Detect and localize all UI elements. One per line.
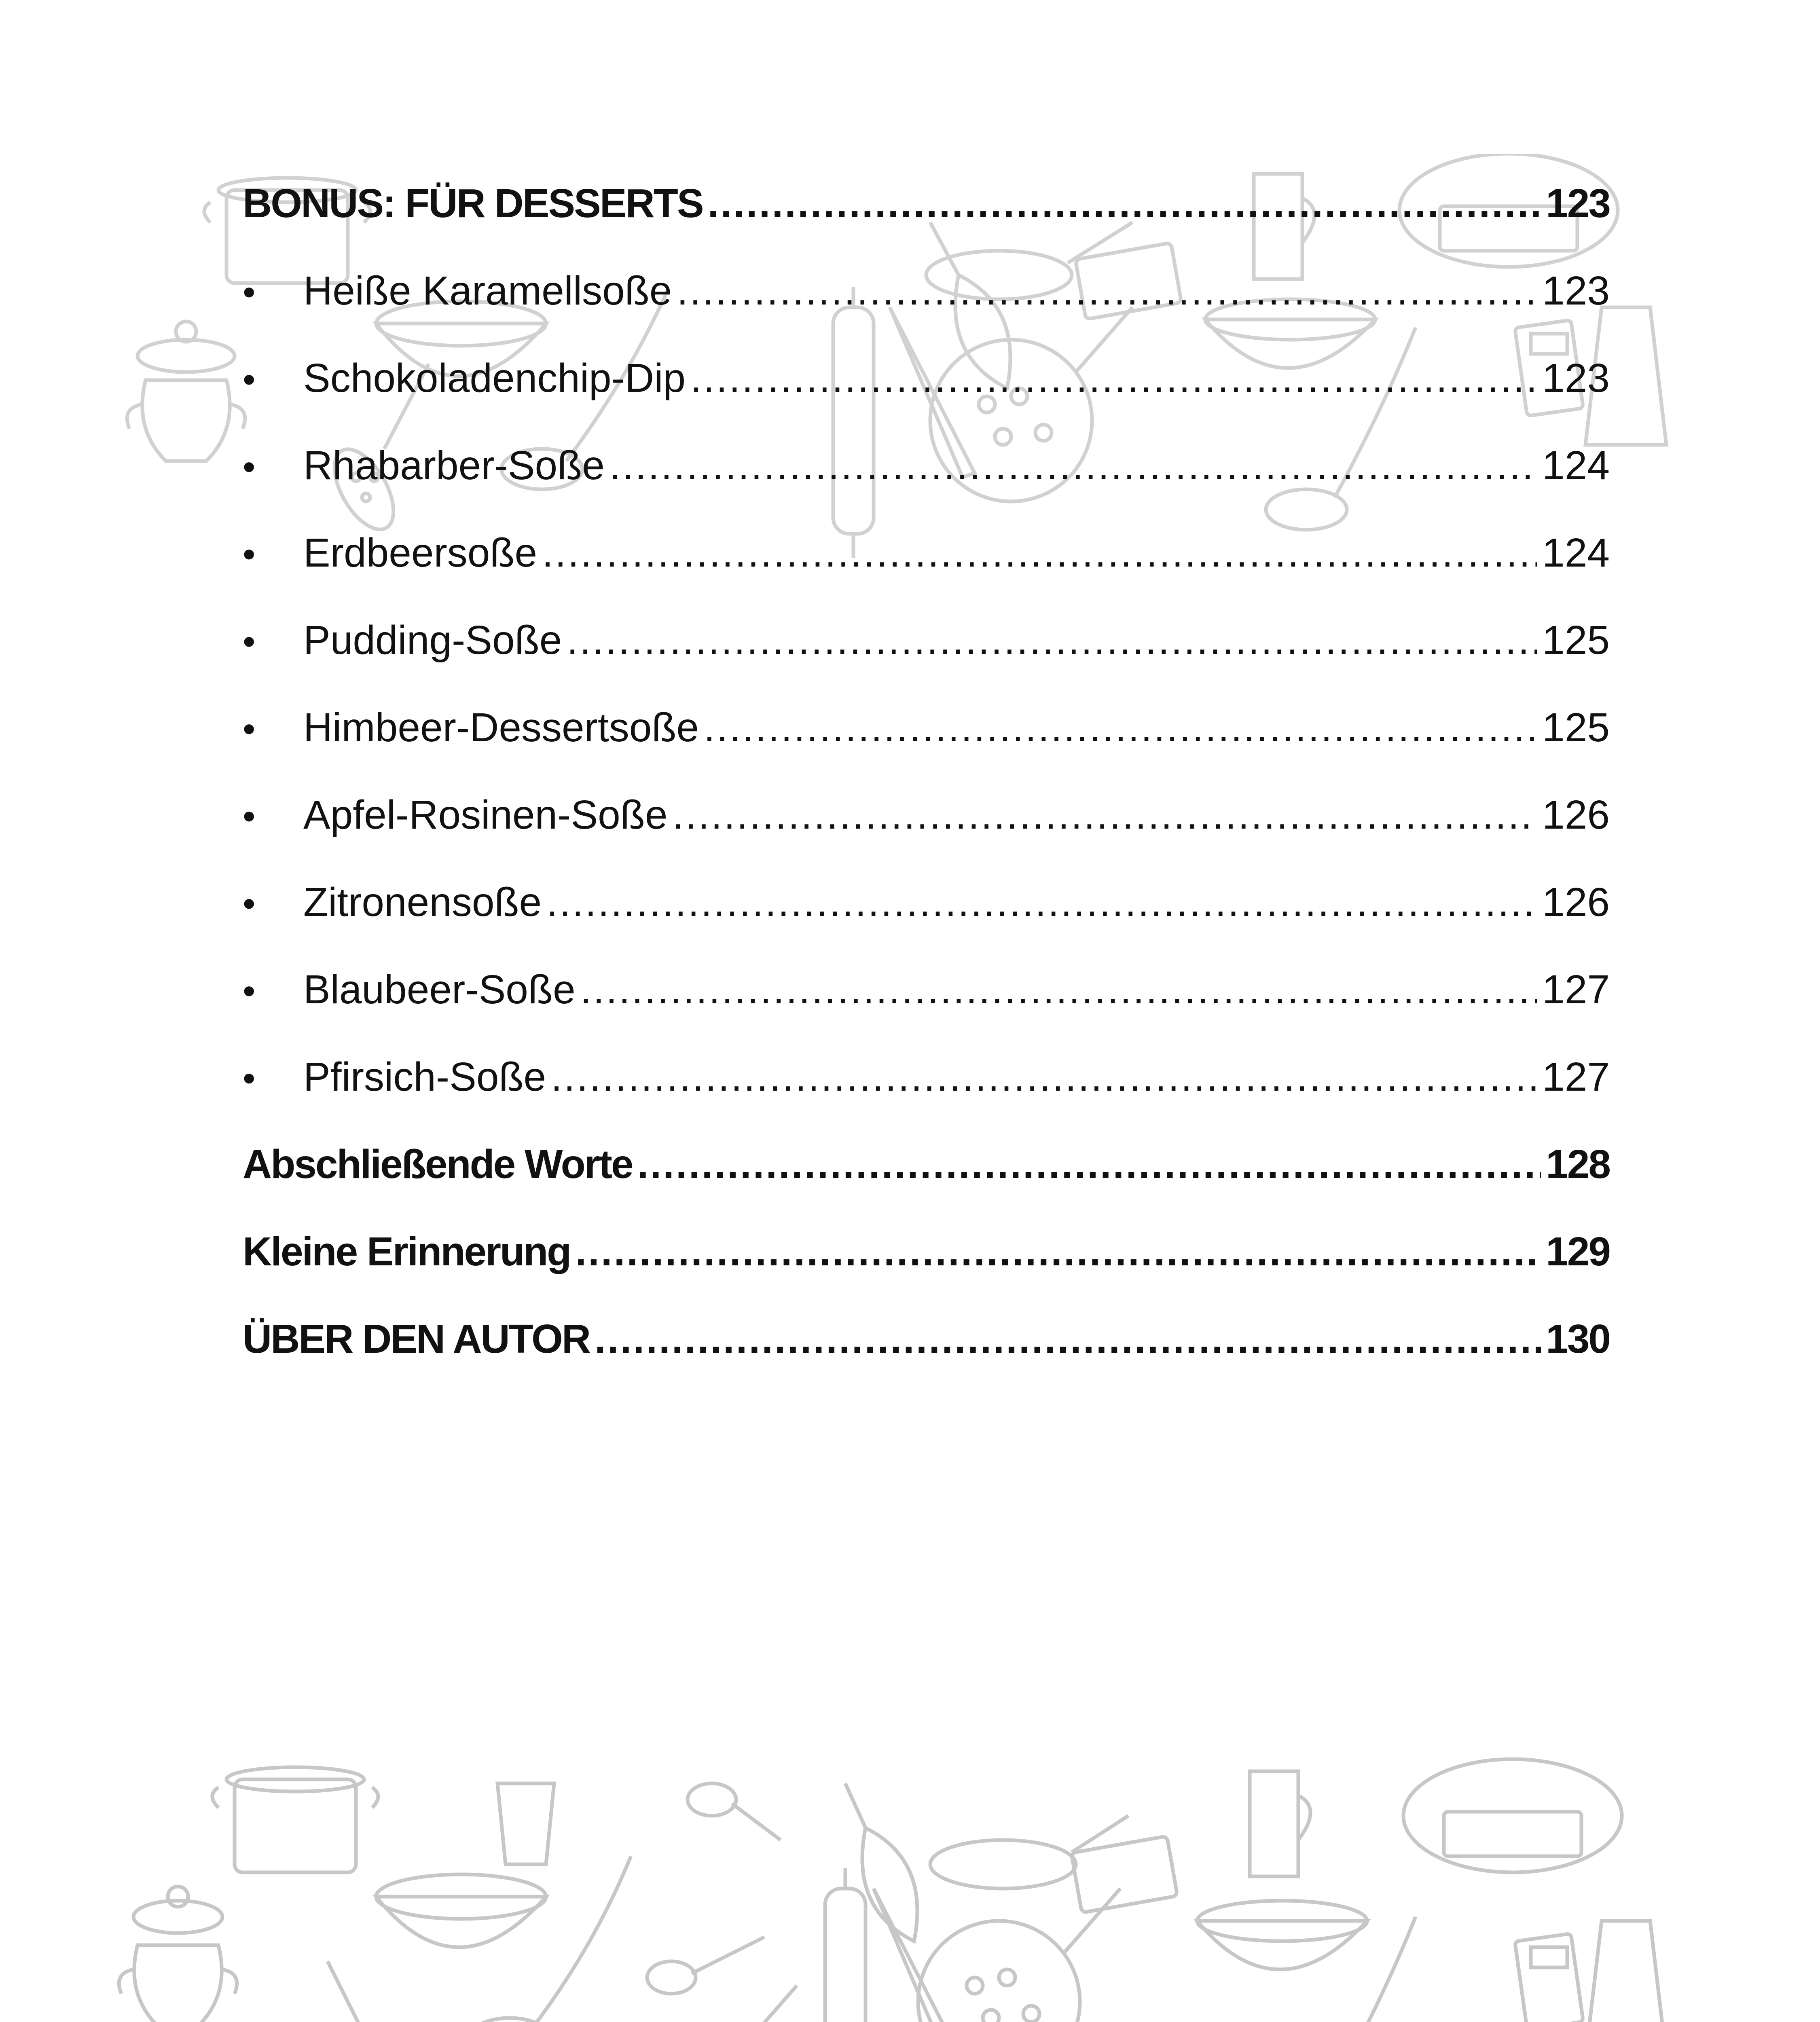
mixing-bowl-icon <box>1197 1901 1367 1969</box>
dot-leader <box>551 1033 1537 1121</box>
cake-pan-icon <box>1403 1759 1622 1872</box>
dot-leader <box>677 247 1537 334</box>
bullet-icon: • <box>243 884 256 924</box>
toc-entry-page-number: 125 <box>1542 705 1610 750</box>
glass-icon <box>497 1783 554 1864</box>
rolling-pin-icon <box>825 1868 866 2022</box>
bullet-icon: • <box>243 534 256 575</box>
bullet-icon: • <box>243 709 256 749</box>
ladle-icon <box>1266 1917 1416 2022</box>
toc-entry-page-number: 127 <box>1542 967 1610 1012</box>
toc-entry-title: Rhabarber-Soße <box>303 443 605 488</box>
toc-entry-title: Kleine Erinnerung <box>243 1229 571 1274</box>
toc-entry-page-number: 123 <box>1542 355 1610 401</box>
bullet-icon: • <box>243 971 256 1011</box>
dot-leader <box>690 334 1537 422</box>
dot-leader <box>580 946 1538 1033</box>
bullet-icon: • <box>243 447 256 487</box>
toc-section-entry[interactable] <box>243 334 1610 422</box>
toc-entry-page-number: 124 <box>1542 530 1610 575</box>
cutting-board-icon <box>1071 1836 1177 1912</box>
toc-entry-title: BONUS: FÜR DESSERTS <box>243 181 703 226</box>
dot-leader <box>672 771 1537 859</box>
toc-entry-title: Abschließende Worte <box>243 1142 633 1187</box>
ladle-icon <box>469 1856 631 2022</box>
bullet-icon: • <box>243 622 256 662</box>
toc-entry-page-number: 128 <box>1546 1142 1610 1187</box>
toc-section-entry[interactable] <box>243 771 1610 859</box>
toc-entry-title: Zitronensoße <box>303 880 542 925</box>
toc-entry-page-number: 123 <box>1542 268 1610 313</box>
calculator-icon <box>1515 1933 1583 2022</box>
kitchen-utensils-watermark-bottom <box>0 1735 1820 2022</box>
mixing-bowl-icon <box>376 1874 546 1947</box>
toc-entry-title: Erdbeersoße <box>303 530 538 575</box>
toc-section-entry[interactable] <box>243 946 1610 1033</box>
colander-icon <box>918 1889 1120 2022</box>
measuring-jug-icon <box>1250 1771 1310 1876</box>
bullet-icon: • <box>243 360 256 400</box>
slotted-spoon-icon <box>328 1961 430 2022</box>
toc-entry-page-number: 125 <box>1542 618 1610 663</box>
dot-leader <box>704 684 1537 771</box>
dot-leader <box>567 596 1537 684</box>
toc-entry-page-number: 123 <box>1546 181 1610 226</box>
toc-section-entry[interactable] <box>243 684 1610 771</box>
toc-entry-title: Himbeer-Dessertsoße <box>303 705 699 750</box>
lidded-pot-icon <box>119 1887 237 2022</box>
knife-icon <box>874 1889 959 2022</box>
toc-entry-title: Blaubeer-Soße <box>303 967 576 1012</box>
toc-entry-title: Pudding-Soße <box>303 618 562 663</box>
bullet-icon: • <box>243 1058 256 1099</box>
cooking-pot-icon <box>212 1767 378 1872</box>
toc-section-entry[interactable] <box>243 859 1610 946</box>
toc-entry-page-number: 126 <box>1542 880 1610 925</box>
dot-leader <box>637 1121 1541 1208</box>
toc-entry-title: Apfel-Rosinen-Soße <box>303 792 668 838</box>
bullet-icon: • <box>243 796 256 837</box>
dot-leader <box>546 859 1537 946</box>
whisk-icon <box>845 1783 917 1941</box>
dot-leader <box>708 160 1541 247</box>
toc-entry-page-number: 124 <box>1542 443 1610 488</box>
grater-icon <box>1585 1921 1666 2022</box>
spoon-icon <box>647 1937 764 1994</box>
toc-entry-title: Schokoladenchip-Dip <box>303 355 686 401</box>
toc-section-entry[interactable] <box>243 247 1610 334</box>
dot-leader <box>542 509 1537 596</box>
slotted-spoon-icon <box>675 1986 797 2022</box>
toc-chapter-entry[interactable] <box>243 1208 1610 1295</box>
toc-chapter-entry[interactable] <box>243 1295 1610 1383</box>
frying-pan-icon <box>930 1816 1128 1889</box>
toc-section-entry[interactable] <box>243 596 1610 684</box>
toc-entry-title: ÜBER DEN AUTOR <box>243 1316 590 1362</box>
table-of-contents <box>243 160 1610 1383</box>
toc-section-entry[interactable] <box>243 509 1610 596</box>
toc-entry-title: Pfirsich-Soße <box>303 1054 546 1100</box>
dot-leader <box>595 1295 1541 1383</box>
toc-chapter-entry[interactable] <box>243 160 1610 247</box>
toc-entry-page-number: 129 <box>1546 1229 1610 1274</box>
bullet-icon: • <box>243 272 256 313</box>
dot-leader <box>609 422 1537 509</box>
toc-entry-page-number: 127 <box>1542 1054 1610 1100</box>
dot-leader <box>575 1208 1541 1295</box>
lidded-pot-icon <box>127 321 245 461</box>
toc-section-entry[interactable] <box>243 422 1610 509</box>
toc-entry-page-number: 126 <box>1542 792 1610 838</box>
toc-entry-title: Heiße Karamellsoße <box>303 268 672 313</box>
spoon-icon <box>688 1783 781 1840</box>
toc-chapter-entry[interactable] <box>243 1121 1610 1208</box>
toc-entry-page-number: 130 <box>1546 1316 1610 1362</box>
toc-section-entry[interactable] <box>243 1033 1610 1121</box>
